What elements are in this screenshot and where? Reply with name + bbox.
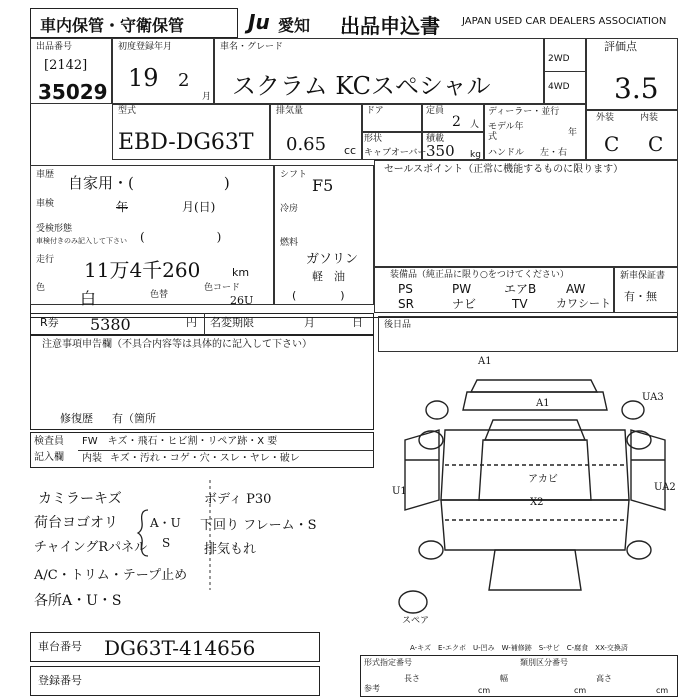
color-label: 色 xyxy=(36,283,46,293)
inspector-label-1: 検査員 xyxy=(34,436,64,447)
form-title: 出品申込書 xyxy=(340,14,440,38)
model-year-label: モデル年式 xyxy=(488,122,524,142)
capacity-value: 2 xyxy=(452,114,461,130)
color-code-value: 26U xyxy=(230,294,254,307)
shape-label: 形状 xyxy=(364,134,383,144)
recycle-unit: 円 xyxy=(186,316,197,329)
equipment-label: 装備品（純正品に限り○をつけてください） xyxy=(390,270,569,280)
fuel-light: 軽 油 xyxy=(312,270,345,283)
sales-point-box xyxy=(374,160,678,267)
inspector-interior-line: キズ・汚れ・コゲ・穴・スレ・ヤレ・破レ xyxy=(110,453,300,464)
note-left-2: 荷台ヨゴオリ xyxy=(34,515,118,531)
inspector-fw-line: FW キズ・飛石・ヒビ割・リペア跡・X 要 xyxy=(82,436,278,447)
exterior-label: 外装 xyxy=(596,113,615,123)
height-label: 高さ xyxy=(596,674,612,683)
equip-navi: ナビ xyxy=(452,297,477,311)
type-designation-label: 形式指定番号 xyxy=(364,658,412,667)
first-reg-label: 初度登録年月 xyxy=(118,42,173,52)
score-label: 評価点 xyxy=(604,40,637,53)
name-change-label: 名変期限 xyxy=(210,316,254,329)
shape-value: キャブオーバー xyxy=(364,148,427,158)
fuel-gasoline: ガソリン xyxy=(306,252,359,267)
shift-label: シフト xyxy=(280,170,308,180)
mark-x2: X2 xyxy=(530,497,544,508)
storage-label: 車内保管・守衛保管 xyxy=(40,16,185,35)
name-change-month: 月 xyxy=(304,316,315,329)
brace-s: S xyxy=(162,536,171,550)
car-name-label: 車名・グレード xyxy=(220,42,284,52)
cc-unit: cc xyxy=(344,144,357,157)
equip-sr: SR xyxy=(398,297,414,311)
color-value: 白 xyxy=(80,289,97,308)
equip-pw: PW xyxy=(452,282,472,296)
inspector-interior-label: 内装 xyxy=(82,453,102,464)
recycle-label: R券 xyxy=(40,316,59,329)
kg-unit: kg xyxy=(470,150,481,160)
inspector-label-2: 記入欄 xyxy=(34,452,64,463)
reg-label: 登録番号 xyxy=(38,674,82,687)
first-reg-year: 19 xyxy=(128,64,159,92)
month-unit: 月 xyxy=(202,92,212,102)
color-code-label: 色コード xyxy=(204,283,241,293)
note-left-4: A/C・トリム・テープ止め xyxy=(34,568,188,583)
load-value: 350 xyxy=(426,142,455,160)
car-name: スクラム KCスペシャル xyxy=(232,72,491,100)
brace-a: A・U xyxy=(150,516,181,530)
inspector-divider xyxy=(78,450,374,451)
note-left-5: 各所A・U・S xyxy=(34,593,122,609)
name-change-day: 日 xyxy=(352,316,363,329)
note-left-1: カミラーキズ xyxy=(38,491,122,507)
mark-ua3: UA3 xyxy=(642,392,664,403)
repair-value: 有（箇所 xyxy=(112,412,156,425)
inspection-month: 月(日) xyxy=(182,200,216,214)
recycle-divider xyxy=(204,313,205,335)
listing-no: 35029 xyxy=(38,80,108,104)
note-left-3: チャイングRパネル xyxy=(34,540,148,555)
ref-label: 参考 xyxy=(364,684,380,693)
warranty-label: 新車保証書 xyxy=(620,271,666,281)
interior-label: 内装 xyxy=(640,113,659,123)
car-damage-diagram xyxy=(385,350,685,620)
damage-legend: A-キズ E-エクボ U-凹み W-補修跡 S-サビ C-腐食 XX-交換済 xyxy=(410,644,628,652)
history-label: 車歴 xyxy=(36,170,55,180)
history-value: 自家用・( ) xyxy=(68,174,230,192)
equip-ps: PS xyxy=(398,282,413,296)
handle-label: ハンドル xyxy=(488,148,525,158)
color-change-label: 色替 xyxy=(150,290,169,300)
mileage-label: 走行 xyxy=(36,255,55,265)
sales-point-label: セールスポイント（正常に機能するものに限ります） xyxy=(384,164,624,175)
model-year-unit: 年 xyxy=(568,128,578,138)
received-label: 受検形態 xyxy=(36,224,73,234)
load-label: 積載 xyxy=(426,134,445,144)
repair-label: 修復歴 xyxy=(60,412,93,425)
model-label: 型式 xyxy=(118,106,137,116)
mark-u1: U1 xyxy=(392,486,407,497)
spare-label: スペア xyxy=(402,616,430,626)
note-separator xyxy=(30,470,374,620)
mileage-value: 11万4千260 xyxy=(84,258,201,282)
person-unit: 人 xyxy=(470,120,480,130)
after-date-box xyxy=(378,316,678,352)
logo-place: 愛知 xyxy=(278,16,311,35)
width-cm: cm xyxy=(574,686,587,695)
note-right-2: 下回り フレーム・S xyxy=(200,518,317,533)
width-label: 幅 xyxy=(500,674,508,683)
recycle-row xyxy=(30,313,374,335)
ac-label: 冷房 xyxy=(280,204,299,214)
drive-4wd: 4WD xyxy=(548,82,570,92)
mark-a1-front: A1 xyxy=(536,398,550,409)
height-cm: cm xyxy=(656,686,669,695)
inspection-label: 車検 xyxy=(36,199,55,209)
equip-airbag: エアB xyxy=(504,282,537,296)
interior-grade: C xyxy=(648,132,664,156)
inspection-year: 年 xyxy=(116,200,129,214)
equip-tv: TV xyxy=(512,297,528,311)
capacity-label: 定員 xyxy=(426,106,445,116)
chassis-number: DG63T-414656 xyxy=(104,636,256,660)
dealer-label: ディーラー・並行 xyxy=(488,107,560,117)
length-cm: cm xyxy=(478,686,491,695)
after-date-label: 後日品 xyxy=(384,320,412,330)
received-paren: ( ) xyxy=(140,230,222,244)
notes-title: 注意事項申告欄（不具合内容等は具体的に記入して下さい） xyxy=(42,339,312,350)
equip-seat: カワシート xyxy=(556,297,611,310)
received-sub: 車検付きのみ記入して下さい xyxy=(36,237,127,245)
displacement-value: 0.65 xyxy=(286,134,327,155)
drive-divider xyxy=(544,71,586,72)
association-name: JAPAN USED CAR DEALERS ASSOCIATION xyxy=(462,16,667,27)
listing-no-label: 出品番号 xyxy=(36,42,73,52)
exterior-grade: C xyxy=(604,132,620,156)
first-reg-month: 2 xyxy=(178,70,190,91)
equip-aw: AW xyxy=(566,282,586,296)
shift-value: F5 xyxy=(312,176,334,195)
recycle-value: 5380 xyxy=(90,315,131,334)
chassis-label: 車台番号 xyxy=(38,640,82,653)
listing-sub: [2142] xyxy=(44,58,88,73)
length-label: 長さ xyxy=(404,674,420,683)
mark-a1-top: A1 xyxy=(478,356,492,367)
displacement-label: 排気量 xyxy=(276,106,304,116)
mark-akabi: アカビ xyxy=(528,474,558,485)
note-right-1: ボディ P30 xyxy=(204,492,272,507)
class-no-label: 類別区分番号 xyxy=(520,658,568,667)
km-unit: km xyxy=(232,266,250,279)
drive-2wd: 2WD xyxy=(548,54,570,64)
ju-logo: Ju xyxy=(248,10,270,34)
handle-options: 左・右 xyxy=(540,148,568,158)
doors-label: ドア xyxy=(366,106,384,116)
mark-ua2: UA2 xyxy=(654,482,676,493)
warranty-options: 有・無 xyxy=(624,290,657,303)
fuel-paren: ( ) xyxy=(292,289,345,302)
model-value: EBD-DG63T xyxy=(118,130,254,155)
note-right-3: 排気もれ xyxy=(204,542,257,557)
score-value: 3.5 xyxy=(614,72,659,105)
fuel-label: 燃料 xyxy=(280,238,299,248)
